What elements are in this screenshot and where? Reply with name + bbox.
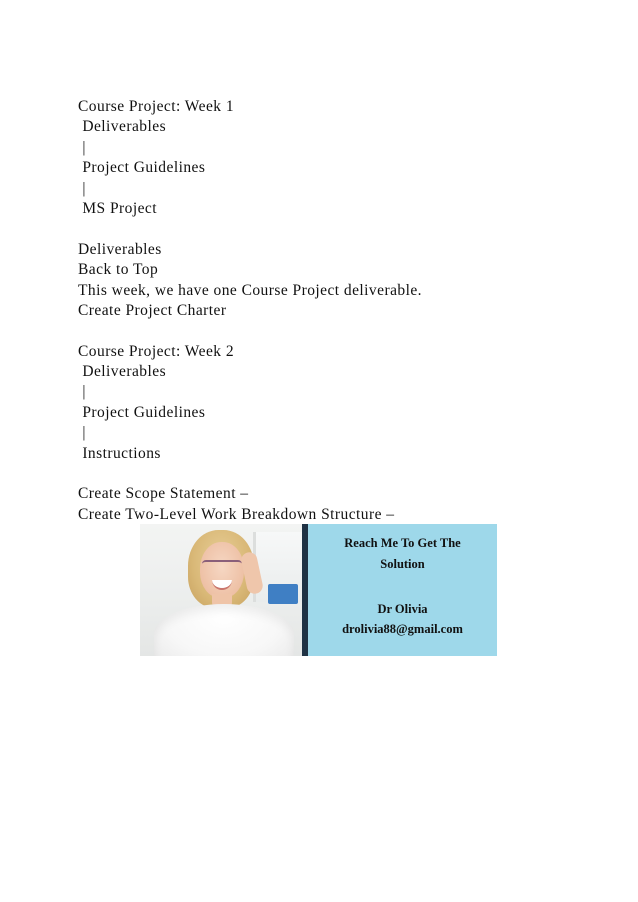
blank-line — [78, 219, 618, 239]
banner-headline-line2: Solution — [380, 557, 425, 571]
week1-heading: Course Project: Week 1 — [78, 98, 235, 115]
deliverables-heading: Deliverables — [78, 240, 162, 258]
week1-description: This week, we have one Course Project deliverable. — [78, 281, 423, 299]
back-to-top-link[interactable]: Back to Top — [78, 261, 159, 279]
contact-info-panel — [308, 524, 497, 656]
wbs-item: Create Two-Level Work Breakdown Structure – — [78, 505, 395, 523]
document-body — [78, 97, 618, 525]
week2-instructions-link[interactable]: Instructions — [78, 444, 161, 462]
week2-separator-2: | — [78, 424, 86, 442]
project-charter-item: Create Project Charter — [78, 301, 227, 319]
blank-line-3 — [78, 464, 618, 484]
week1-guidelines-link[interactable]: Project Guidelines — [78, 159, 206, 177]
week2-guidelines-link[interactable]: Project Guidelines — [78, 403, 206, 421]
banner-contact-name: Dr Olivia — [377, 602, 428, 616]
blank-line-2 — [78, 321, 618, 341]
week1-separator: | — [78, 138, 86, 156]
banner-headline-line1: Reach Me To Get The — [344, 536, 461, 550]
banner-contact-email[interactable]: drolivia88@gmail.com — [342, 622, 463, 636]
week2-separator: | — [78, 383, 86, 401]
contact-banner — [140, 524, 497, 656]
week1-deliverables-link[interactable]: Deliverables — [78, 118, 167, 136]
week2-heading: Course Project: Week 2 — [78, 342, 235, 360]
woman-with-glasses-photo-icon — [140, 524, 308, 656]
week2-deliverables-link[interactable]: Deliverables — [78, 363, 167, 381]
week1-ms-project-link[interactable]: MS Project — [78, 199, 158, 217]
week1-separator-2: | — [78, 179, 86, 197]
scope-statement-item: Create Scope Statement – — [78, 485, 249, 503]
